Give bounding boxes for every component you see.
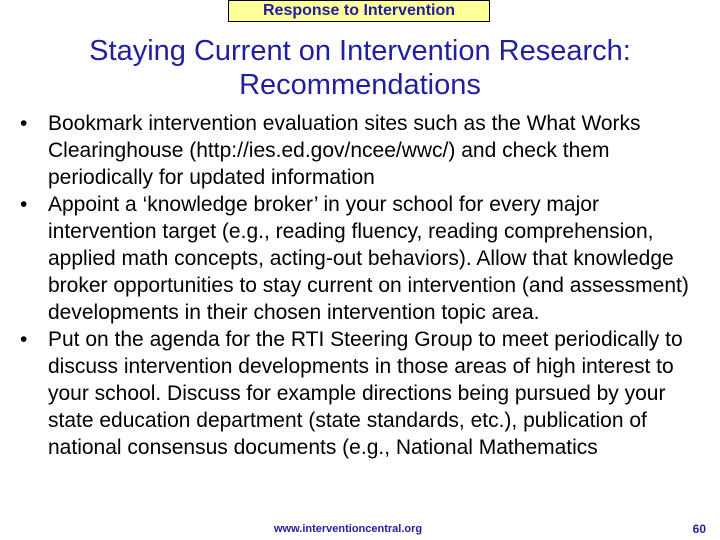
page-number: 60 bbox=[692, 522, 706, 536]
header-label: Response to Intervention bbox=[262, 2, 456, 19]
bullet-text: Put on the agenda for the RTI Steering Group to meet periodically to discuss intervention developments in those areas of high interest to your school. Discuss for example directions being pursued by your state education department (state standards, etc.), publication of national consensus documents (e.g., National Mathematics bbox=[48, 328, 683, 459]
bullet-marker: • bbox=[20, 112, 28, 135]
slide-title: Staying Current on Intervention Research: Recommendations bbox=[89, 35, 631, 101]
header-banner bbox=[228, 0, 490, 22]
bullet-marker: • bbox=[20, 328, 28, 351]
footer-url: www.interventioncentral.org bbox=[274, 523, 423, 535]
bullet-item-bookmark bbox=[18, 110, 698, 191]
bullet-text: Bookmark intervention evaluation sites such as the What Works Clearinghouse (http://ies.ed.gov/ncee/wwc/) and check them periodically for updated information bbox=[48, 112, 641, 189]
bullet-item-knowledge-broker bbox=[18, 191, 698, 326]
bullet-text: Appoint a ‘knowledge broker’ in your school for every major intervention target (e.g., reading fluency, reading comprehension, applied math concepts, acting-out behaviors). Allow that knowledge broker opportunities to stay current on intervention (and assessment) developments in their chosen intervention topic area. bbox=[48, 193, 689, 324]
bullet-item-steering-group bbox=[18, 326, 698, 461]
bullet-list bbox=[18, 110, 698, 461]
bullet-marker: • bbox=[20, 193, 28, 216]
